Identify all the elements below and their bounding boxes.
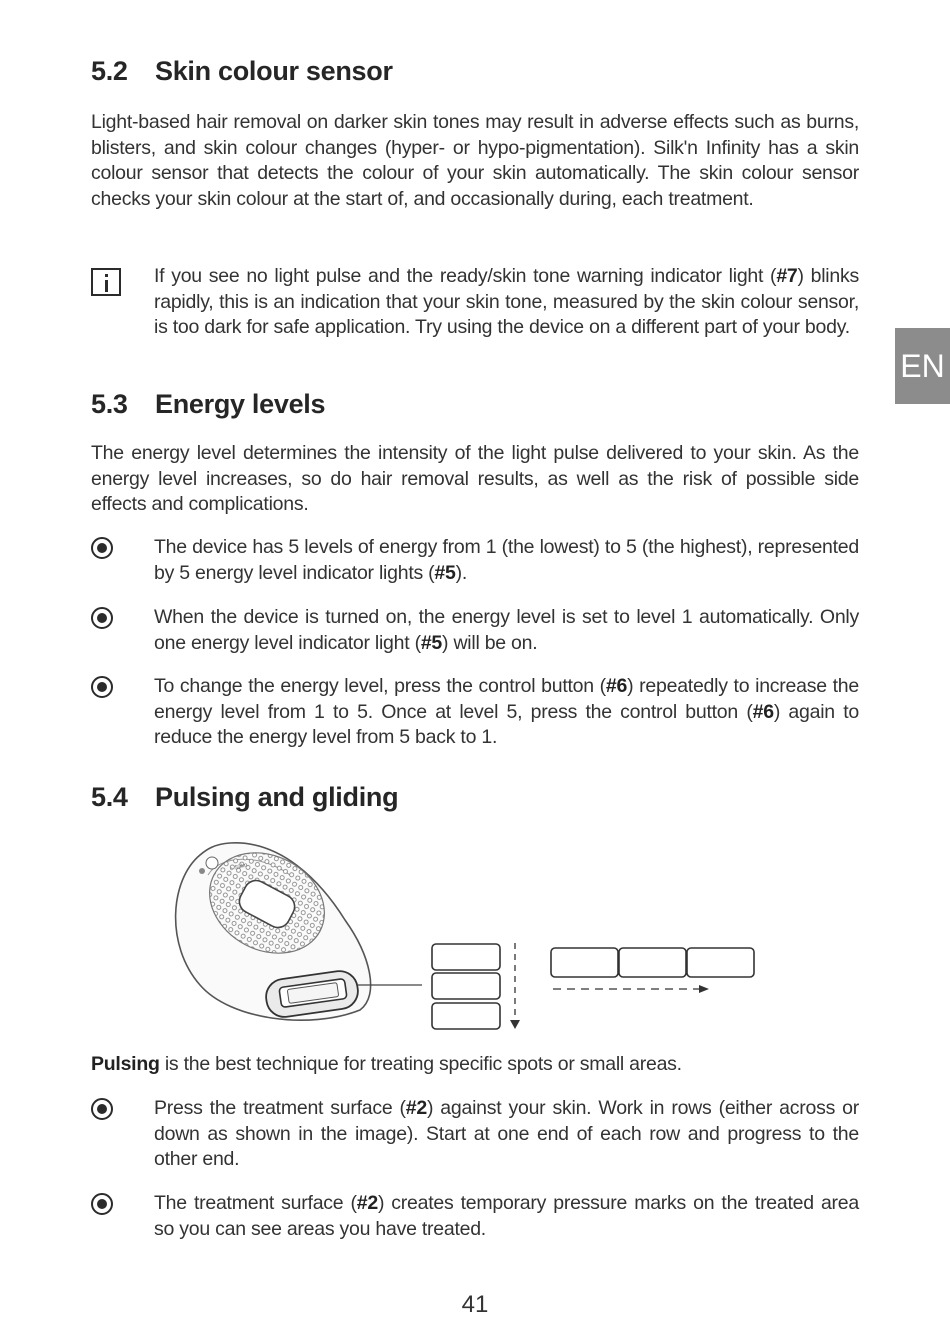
bullet-text: To change the energy level, press the control button ( <box>154 675 606 697</box>
device-illustration <box>176 835 371 1020</box>
bullet-icon <box>91 1193 117 1219</box>
bullet-text: ) will be on. <box>442 631 538 654</box>
energy-levels-intro: The energy level determines the intensity of the light pulse delivered to your skin. As the energy level increases, so do hair removal results, as well as the risk of possible side effects and complications. <box>91 442 859 516</box>
language-tab: EN <box>895 328 950 404</box>
note-ref: #7 <box>776 265 798 287</box>
horizontal-pulse-row <box>551 948 754 977</box>
pulsing-description: is the best technique for treating specific spots or small areas. <box>159 1053 682 1075</box>
bullet-ref: #2 <box>405 1097 427 1119</box>
bullet-ref: #5 <box>434 561 456 584</box>
section-title: Pulsing and gliding <box>155 782 399 812</box>
bullet-text: When the device is turned on, the energy level is set to level 1 automatically. Only one energy level indicator light ( <box>154 606 859 654</box>
svg-text:○ Silkn: ○ Silkn <box>228 862 249 873</box>
bullet-text: ) repeatedly to increase the energy level from 1 to 5. Once at level 5, press the control button ( <box>154 675 859 723</box>
page-number: 41 <box>461 1291 489 1318</box>
section-title: Energy levels <box>155 389 326 419</box>
section-number: 5.4 <box>91 782 128 812</box>
bullet-icon <box>91 676 117 702</box>
vertical-pulse-rows <box>432 944 500 1029</box>
bullet-ref: #6 <box>605 675 628 697</box>
pulsing-lead <box>91 1052 859 1078</box>
bullet-ref: #6 <box>752 700 774 723</box>
bullet-text: Press the treatment surface ( <box>154 1097 406 1119</box>
section-title: Skin colour sensor <box>155 56 393 86</box>
bullet-text: The treatment surface ( <box>154 1192 357 1214</box>
list-item <box>91 605 859 656</box>
bullet-text: ) against your skin. Work in rows (either across or down as shown in the image). Start at one end of each row and progress to the other end. <box>154 1097 859 1171</box>
info-note-text <box>154 264 859 341</box>
bullet-text: ). <box>455 561 468 584</box>
bullet-ref: #2 <box>356 1192 378 1214</box>
bullet-icon <box>91 607 117 633</box>
bullet-text: ) creates temporary pressure marks on the treated area so you can see areas you have treated. <box>154 1192 859 1240</box>
bullet-icon <box>91 537 117 563</box>
bullet-ref: #5 <box>420 631 443 654</box>
pulsing-illustration <box>160 835 780 1040</box>
section-number: 5.3 <box>91 389 128 419</box>
skin-sensor-intro: Light-based hair removal on darker skin tones may result in adverse effects such as burns, blisters, and skin colour changes (hyper- or hypo-pigmentation). Silk'n Infinity has a skin colour sensor that detects the colour of your skin automatically. The skin colour sensor checks your skin colour at the start of, and occasionally during, each treatment. <box>91 111 859 210</box>
list-item <box>91 1096 859 1173</box>
section-heading-pulsing-and-gliding <box>91 782 398 813</box>
section-heading-skin-colour-sensor <box>91 56 393 87</box>
section-heading-energy-levels <box>91 389 325 420</box>
list-item <box>91 535 859 586</box>
section-number: 5.2 <box>91 56 128 86</box>
info-icon <box>91 268 121 296</box>
list-item <box>91 1191 859 1242</box>
note-text-part: ) blinks rapidly, this is an indication that your skin tone, measured by the skin colour sensor, is too dark for safe application. Try using the device on a different part of your body. <box>154 265 859 339</box>
note-text-part: If you see no light pulse and the ready/skin tone warning indicator light ( <box>154 265 777 287</box>
bullet-text: The device has 5 levels of energy from 1 (the lowest) to 5 (the highest), represented by 5 energy level indicator lights ( <box>154 536 859 584</box>
info-note <box>91 264 859 341</box>
info-icon-wrap <box>91 268 117 294</box>
bullet-text: ) again to reduce the energy level from 5 back to 1. <box>154 700 859 749</box>
pulsing-term: Pulsing <box>91 1053 160 1075</box>
list-item <box>91 674 859 751</box>
bullet-icon <box>91 1098 117 1124</box>
